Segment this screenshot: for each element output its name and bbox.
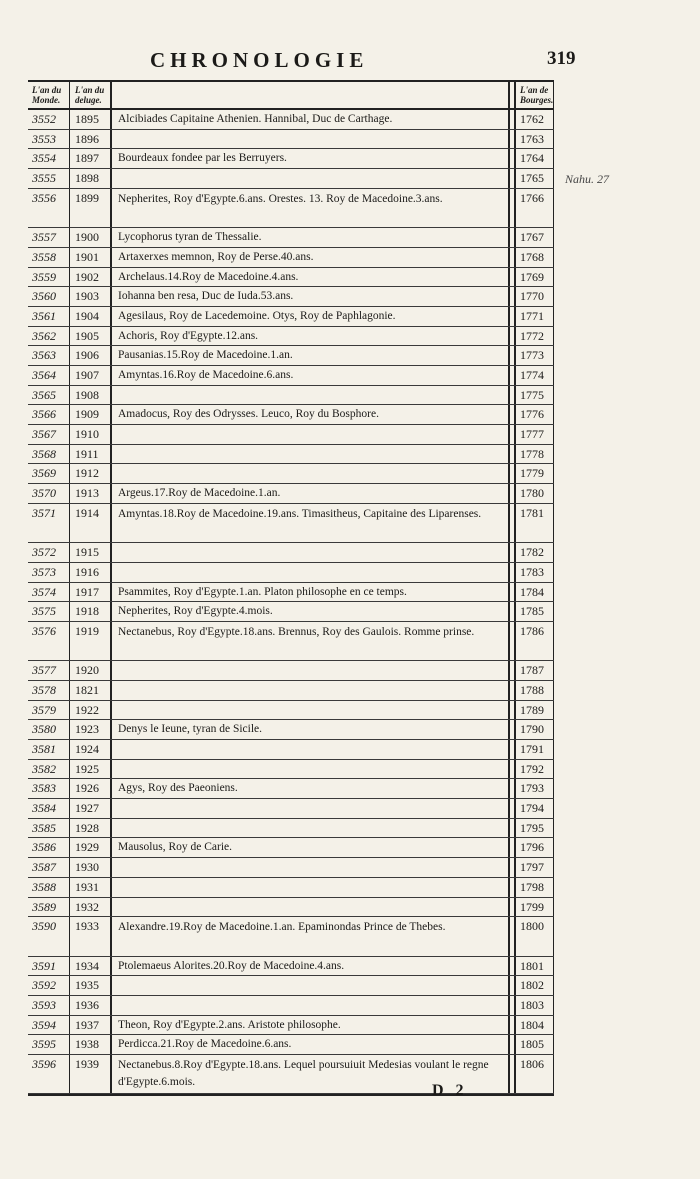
header-deluge: L'an du deluge. bbox=[70, 82, 112, 108]
table-row bbox=[28, 720, 554, 740]
event-text bbox=[112, 740, 510, 759]
year-deluge: 1905 bbox=[70, 327, 112, 346]
year-deluge: 1903 bbox=[70, 287, 112, 306]
event-text: Bourdeaux fondee par les Berruyers. bbox=[112, 149, 510, 168]
year-monde: 3558 bbox=[28, 248, 70, 267]
year-bourges: 1795 bbox=[514, 819, 554, 838]
table-row bbox=[28, 327, 554, 347]
table-row bbox=[28, 484, 554, 504]
event-text bbox=[112, 701, 510, 720]
year-bourges: 1785 bbox=[514, 602, 554, 621]
year-bourges: 1787 bbox=[514, 661, 554, 680]
year-bourges: 1790 bbox=[514, 720, 554, 739]
year-deluge: 1908 bbox=[70, 386, 112, 405]
year-bourges: 1791 bbox=[514, 740, 554, 759]
table-row bbox=[28, 760, 554, 780]
year-deluge: 1931 bbox=[70, 878, 112, 897]
event-text bbox=[112, 563, 510, 582]
event-text: Nepherites, Roy d'Egypte.4.mois. bbox=[112, 602, 510, 621]
year-monde: 3577 bbox=[28, 661, 70, 680]
event-text: Agesilaus, Roy de Lacedemoine. Otys, Roy de Paphlagonie. bbox=[112, 307, 510, 326]
event-text: Denys le Ieune, tyran de Sicile. bbox=[112, 720, 510, 739]
event-text bbox=[112, 996, 510, 1015]
year-deluge: 1909 bbox=[70, 405, 112, 424]
year-bourges: 1799 bbox=[514, 898, 554, 917]
year-monde: 3595 bbox=[28, 1035, 70, 1054]
event-text bbox=[112, 425, 510, 444]
event-text: Nectanebus, Roy d'Egypte.18.ans. Brennus, Roy des Gaulois. Romme prinse. bbox=[112, 622, 510, 660]
year-bourges: 1770 bbox=[514, 287, 554, 306]
year-monde: 3562 bbox=[28, 327, 70, 346]
year-deluge: 1917 bbox=[70, 583, 112, 602]
year-deluge: 1932 bbox=[70, 898, 112, 917]
year-deluge: 1929 bbox=[70, 838, 112, 857]
table-row bbox=[28, 405, 554, 425]
year-deluge: 1920 bbox=[70, 661, 112, 680]
page-number: 319 bbox=[547, 48, 576, 69]
event-text: Amadocus, Roy des Odrysses. Leuco, Roy du Bosphore. bbox=[112, 405, 510, 424]
year-bourges: 1781 bbox=[514, 504, 554, 542]
year-monde: 3566 bbox=[28, 405, 70, 424]
event-text bbox=[112, 760, 510, 779]
year-deluge: 1927 bbox=[70, 799, 112, 818]
event-text: Artaxerxes memnon, Roy de Perse.40.ans. bbox=[112, 248, 510, 267]
year-deluge: 1912 bbox=[70, 464, 112, 483]
year-monde: 3585 bbox=[28, 819, 70, 838]
year-bourges: 1771 bbox=[514, 307, 554, 326]
year-monde: 3567 bbox=[28, 425, 70, 444]
year-bourges: 1772 bbox=[514, 327, 554, 346]
year-monde: 3583 bbox=[28, 779, 70, 798]
year-deluge: 1930 bbox=[70, 858, 112, 877]
table-row bbox=[28, 996, 554, 1016]
year-bourges: 1762 bbox=[514, 110, 554, 129]
year-bourges: 1768 bbox=[514, 248, 554, 267]
table-row bbox=[28, 563, 554, 583]
event-text: Theon, Roy d'Egypte.2.ans. Aristote philosophe. bbox=[112, 1016, 510, 1035]
year-deluge: 1897 bbox=[70, 149, 112, 168]
table-row bbox=[28, 366, 554, 386]
year-bourges: 1806 bbox=[514, 1055, 554, 1093]
year-bourges: 1805 bbox=[514, 1035, 554, 1054]
event-text: Agys, Roy des Paeoniens. bbox=[112, 779, 510, 798]
table-header-row bbox=[28, 82, 554, 110]
year-deluge: 1924 bbox=[70, 740, 112, 759]
table-row bbox=[28, 819, 554, 839]
year-monde: 3557 bbox=[28, 228, 70, 247]
header-monde: L'an du Monde. bbox=[28, 82, 70, 108]
event-text bbox=[112, 130, 510, 149]
table-row bbox=[28, 583, 554, 603]
event-text bbox=[112, 898, 510, 917]
year-monde: 3559 bbox=[28, 268, 70, 287]
year-bourges: 1792 bbox=[514, 760, 554, 779]
year-deluge: 1907 bbox=[70, 366, 112, 385]
year-bourges: 1766 bbox=[514, 189, 554, 227]
year-monde: 3578 bbox=[28, 681, 70, 700]
year-monde: 3581 bbox=[28, 740, 70, 759]
table-row bbox=[28, 622, 554, 661]
year-monde: 3565 bbox=[28, 386, 70, 405]
year-monde: 3586 bbox=[28, 838, 70, 857]
year-bourges: 1764 bbox=[514, 149, 554, 168]
event-text bbox=[112, 799, 510, 818]
event-text bbox=[112, 681, 510, 700]
event-text: Alexandre.19.Roy de Macedoine.1.an. Epaminondas Prince de Thebes. bbox=[112, 917, 510, 955]
year-deluge: 1923 bbox=[70, 720, 112, 739]
event-text: Mausolus, Roy de Carie. bbox=[112, 838, 510, 857]
table-row bbox=[28, 878, 554, 898]
year-deluge: 1898 bbox=[70, 169, 112, 188]
year-bourges: 1796 bbox=[514, 838, 554, 857]
year-monde: 3580 bbox=[28, 720, 70, 739]
year-deluge: 1904 bbox=[70, 307, 112, 326]
table-row bbox=[28, 1055, 554, 1094]
year-monde: 3579 bbox=[28, 701, 70, 720]
table-row bbox=[28, 602, 554, 622]
year-deluge: 1918 bbox=[70, 602, 112, 621]
year-deluge: 1916 bbox=[70, 563, 112, 582]
year-bourges: 1786 bbox=[514, 622, 554, 660]
table-row bbox=[28, 346, 554, 366]
year-deluge: 1914 bbox=[70, 504, 112, 542]
table-row bbox=[28, 149, 554, 169]
event-text: Archelaus.14.Roy de Macedoine.4.ans. bbox=[112, 268, 510, 287]
year-bourges: 1788 bbox=[514, 681, 554, 700]
year-deluge: 1919 bbox=[70, 622, 112, 660]
year-deluge: 1938 bbox=[70, 1035, 112, 1054]
year-bourges: 1800 bbox=[514, 917, 554, 955]
event-text bbox=[112, 976, 510, 995]
year-monde: 3594 bbox=[28, 1016, 70, 1035]
year-monde: 3571 bbox=[28, 504, 70, 542]
year-monde: 3570 bbox=[28, 484, 70, 503]
year-deluge: 1937 bbox=[70, 1016, 112, 1035]
year-monde: 3555 bbox=[28, 169, 70, 188]
year-bourges: 1774 bbox=[514, 366, 554, 385]
event-text: Ptolemaeus Alorites.20.Roy de Macedoine.4.ans. bbox=[112, 957, 510, 976]
year-deluge: 1821 bbox=[70, 681, 112, 700]
table-row bbox=[28, 543, 554, 563]
event-text: Psammites, Roy d'Egypte.1.an. Platon philosophe en ce temps. bbox=[112, 583, 510, 602]
year-bourges: 1779 bbox=[514, 464, 554, 483]
year-deluge: 1901 bbox=[70, 248, 112, 267]
year-bourges: 1789 bbox=[514, 701, 554, 720]
header-event bbox=[112, 82, 510, 108]
year-monde: 3593 bbox=[28, 996, 70, 1015]
year-bourges: 1765 bbox=[514, 169, 554, 188]
event-text bbox=[112, 858, 510, 877]
table-row bbox=[28, 130, 554, 150]
year-monde: 3588 bbox=[28, 878, 70, 897]
header-bourges: L'an de Bourges. bbox=[514, 82, 554, 108]
year-deluge: 1926 bbox=[70, 779, 112, 798]
year-monde: 3563 bbox=[28, 346, 70, 365]
year-monde: 3553 bbox=[28, 130, 70, 149]
year-deluge: 1902 bbox=[70, 268, 112, 287]
event-text: Iohanna ben resa, Duc de Iuda.53.ans. bbox=[112, 287, 510, 306]
year-monde: 3582 bbox=[28, 760, 70, 779]
table-row bbox=[28, 1035, 554, 1055]
year-deluge: 1896 bbox=[70, 130, 112, 149]
table-row bbox=[28, 307, 554, 327]
table-row bbox=[28, 1016, 554, 1036]
year-bourges: 1804 bbox=[514, 1016, 554, 1035]
year-deluge: 1939 bbox=[70, 1055, 112, 1093]
year-deluge: 1915 bbox=[70, 543, 112, 562]
event-text bbox=[112, 661, 510, 680]
year-monde: 3574 bbox=[28, 583, 70, 602]
event-text: Achoris, Roy d'Egypte.12.ans. bbox=[112, 327, 510, 346]
year-bourges: 1798 bbox=[514, 878, 554, 897]
event-text: Pausanias.15.Roy de Macedoine.1.an. bbox=[112, 346, 510, 365]
table-row bbox=[28, 917, 554, 956]
year-bourges: 1780 bbox=[514, 484, 554, 503]
year-deluge: 1911 bbox=[70, 445, 112, 464]
year-deluge: 1928 bbox=[70, 819, 112, 838]
year-deluge: 1900 bbox=[70, 228, 112, 247]
table-row bbox=[28, 228, 554, 248]
table-row bbox=[28, 464, 554, 484]
year-deluge: 1936 bbox=[70, 996, 112, 1015]
year-deluge: 1895 bbox=[70, 110, 112, 129]
event-text bbox=[112, 169, 510, 188]
table-row bbox=[28, 957, 554, 977]
year-bourges: 1773 bbox=[514, 346, 554, 365]
year-monde: 3592 bbox=[28, 976, 70, 995]
year-monde: 3576 bbox=[28, 622, 70, 660]
signature-mark: D 2 bbox=[432, 1082, 468, 1099]
year-deluge: 1934 bbox=[70, 957, 112, 976]
event-text bbox=[112, 386, 510, 405]
event-text bbox=[112, 543, 510, 562]
year-deluge: 1935 bbox=[70, 976, 112, 995]
year-bourges: 1782 bbox=[514, 543, 554, 562]
event-text: Alcibiades Capitaine Athenien. Hannibal, Duc de Carthage. bbox=[112, 110, 510, 129]
year-monde: 3572 bbox=[28, 543, 70, 562]
year-bourges: 1801 bbox=[514, 957, 554, 976]
table-row bbox=[28, 110, 554, 130]
year-bourges: 1784 bbox=[514, 583, 554, 602]
year-deluge: 1899 bbox=[70, 189, 112, 227]
year-monde: 3556 bbox=[28, 189, 70, 227]
year-bourges: 1769 bbox=[514, 268, 554, 287]
year-bourges: 1803 bbox=[514, 996, 554, 1015]
table-row bbox=[28, 838, 554, 858]
year-monde: 3590 bbox=[28, 917, 70, 955]
year-monde: 3564 bbox=[28, 366, 70, 385]
event-text bbox=[112, 878, 510, 897]
year-bourges: 1775 bbox=[514, 386, 554, 405]
year-bourges: 1763 bbox=[514, 130, 554, 149]
table-row bbox=[28, 779, 554, 799]
table-row bbox=[28, 386, 554, 406]
chronology-table bbox=[28, 80, 554, 1096]
year-monde: 3573 bbox=[28, 563, 70, 582]
event-text bbox=[112, 819, 510, 838]
event-text: Nepherites, Roy d'Egypte.6.ans. Orestes. 13. Roy de Macedoine.3.ans. bbox=[112, 189, 510, 227]
event-text: Amyntas.16.Roy de Macedoine.6.ans. bbox=[112, 366, 510, 385]
table-row bbox=[28, 425, 554, 445]
year-monde: 3552 bbox=[28, 110, 70, 129]
year-deluge: 1933 bbox=[70, 917, 112, 955]
year-bourges: 1767 bbox=[514, 228, 554, 247]
event-text bbox=[112, 445, 510, 464]
year-monde: 3587 bbox=[28, 858, 70, 877]
year-monde: 3596 bbox=[28, 1055, 70, 1093]
table-row bbox=[28, 976, 554, 996]
table-row bbox=[28, 287, 554, 307]
table-row bbox=[28, 858, 554, 878]
event-text: Lycophorus tyran de Thessalie. bbox=[112, 228, 510, 247]
year-monde: 3554 bbox=[28, 149, 70, 168]
year-monde: 3561 bbox=[28, 307, 70, 326]
year-bourges: 1802 bbox=[514, 976, 554, 995]
year-deluge: 1910 bbox=[70, 425, 112, 444]
table-row bbox=[28, 799, 554, 819]
year-bourges: 1776 bbox=[514, 405, 554, 424]
year-deluge: 1913 bbox=[70, 484, 112, 503]
year-monde: 3569 bbox=[28, 464, 70, 483]
table-row bbox=[28, 504, 554, 543]
year-monde: 3568 bbox=[28, 445, 70, 464]
year-bourges: 1778 bbox=[514, 445, 554, 464]
table-row bbox=[28, 681, 554, 701]
year-bourges: 1797 bbox=[514, 858, 554, 877]
margin-note: Nahu. 27 bbox=[565, 172, 610, 186]
table-row bbox=[28, 661, 554, 681]
table-row bbox=[28, 898, 554, 918]
year-monde: 3560 bbox=[28, 287, 70, 306]
year-bourges: 1783 bbox=[514, 563, 554, 582]
year-deluge: 1922 bbox=[70, 701, 112, 720]
year-monde: 3584 bbox=[28, 799, 70, 818]
year-monde: 3591 bbox=[28, 957, 70, 976]
table-row bbox=[28, 740, 554, 760]
event-text bbox=[112, 464, 510, 483]
event-text: Argeus.17.Roy de Macedoine.1.an. bbox=[112, 484, 510, 503]
event-text: Amyntas.18.Roy de Macedoine.19.ans. Timasitheus, Capitaine des Liparenses. bbox=[112, 504, 510, 542]
table-row bbox=[28, 189, 554, 228]
table-row bbox=[28, 701, 554, 721]
year-deluge: 1906 bbox=[70, 346, 112, 365]
table-row bbox=[28, 445, 554, 465]
year-bourges: 1793 bbox=[514, 779, 554, 798]
event-text: Nectanebus.8.Roy d'Egypte.18.ans. Lequel poursuiuit Medesias voulant le regne d'Egypte.6.mois. bbox=[112, 1055, 510, 1093]
year-monde: 3575 bbox=[28, 602, 70, 621]
year-bourges: 1794 bbox=[514, 799, 554, 818]
event-text: Perdicca.21.Roy de Macedoine.6.ans. bbox=[112, 1035, 510, 1054]
table-row bbox=[28, 248, 554, 268]
year-monde: 3589 bbox=[28, 898, 70, 917]
table-row bbox=[28, 169, 554, 189]
year-bourges: 1777 bbox=[514, 425, 554, 444]
table-row bbox=[28, 268, 554, 288]
year-deluge: 1925 bbox=[70, 760, 112, 779]
page-title: CHRONOLOGIE bbox=[150, 48, 369, 72]
